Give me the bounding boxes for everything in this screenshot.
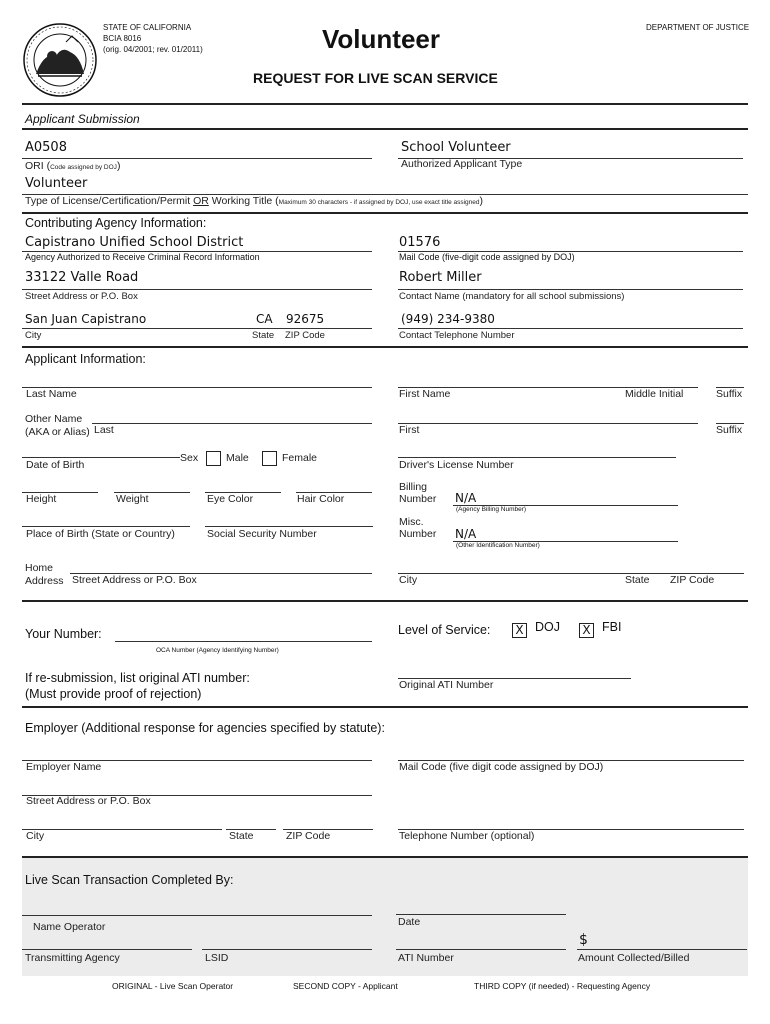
employer-heading: Employer (Additional response for agencies specified by statute): [25, 721, 385, 735]
sex-label: Sex [180, 452, 199, 464]
ssn-label: Social Security Number [207, 528, 317, 540]
employer-city-label: City [26, 830, 45, 842]
doj-label: DOJ [535, 620, 560, 634]
agency-name-label: Agency Authorized to Receive Criminal Record Information [25, 252, 260, 262]
aka-first-underline [398, 423, 698, 424]
form-revision: (orig. 04/2001; rev. 01/2011) [103, 45, 203, 54]
resubmission-label: If re-submission, list original ATI number: [25, 671, 250, 685]
applicant-type-field[interactable]: School Volunteer [401, 140, 511, 155]
date-underline [396, 914, 566, 915]
pob-label: Place of Birth (State or Country) [26, 528, 175, 540]
contact-phone-underline [398, 328, 743, 329]
home-zip-label: ZIP Code [670, 574, 715, 586]
your-number-label: Your Number: [25, 627, 102, 641]
aka-label: (AKA or Alias) [25, 426, 90, 438]
billing-note: (Agency Billing Number) [456, 506, 527, 513]
home-city-label: City [399, 574, 418, 586]
home-street-label: Street Address or P.O. Box [72, 574, 197, 586]
transmitting-agency-underline [22, 949, 192, 950]
ori-field[interactable]: A0508 [25, 140, 67, 155]
live-scan-divider [22, 856, 748, 858]
dob-label: Date of Birth [26, 459, 85, 471]
mail-code-label: Mail Code (five-digit code assigned by DOJ) [399, 252, 575, 262]
agency-state-field[interactable]: CA [256, 312, 273, 326]
dl-label: Driver's License Number [399, 459, 514, 471]
home-label: Home [25, 562, 54, 574]
resubmission-note: (Must provide proof of rejection) [25, 687, 202, 701]
agency-city-underline [22, 328, 372, 329]
agency-street-underline [22, 289, 372, 290]
ssn-underline [205, 526, 373, 527]
form-title: Volunteer [322, 24, 440, 54]
employer-name-label: Employer Name [26, 761, 102, 773]
level-of-service-label: Level of Service: [398, 623, 491, 637]
contact-name-underline [398, 289, 743, 290]
applicant-info-divider [22, 346, 748, 348]
male-checkbox[interactable] [206, 451, 221, 466]
first-name-label: First Name [399, 388, 451, 400]
applicant-info-heading: Applicant Information: [25, 352, 146, 366]
home-state-label: State [625, 574, 650, 586]
fbi-label: FBI [602, 620, 622, 634]
agency-city-label: City [25, 330, 42, 341]
your-number-underline [115, 641, 372, 642]
submission-divider [22, 128, 748, 130]
pob-underline [22, 526, 190, 527]
dl-underline [398, 457, 676, 458]
contributing-agency-heading: Contributing Agency Information: [25, 216, 207, 230]
other-name-label: Other Name [25, 413, 83, 425]
original-ati-label: Original ATI Number [399, 679, 494, 691]
weight-label: Weight [116, 493, 149, 505]
billing-number-label: Number [399, 493, 437, 505]
employer-street-label: Street Address or P.O. Box [26, 795, 151, 807]
contact-name-label: Contact Name (mandatory for all school submissions) [399, 291, 625, 302]
agency-state-label: State [252, 330, 275, 341]
state-seal [22, 22, 98, 98]
misc-number-field[interactable]: N/A [455, 527, 477, 541]
ati-number-label: ATI Number [398, 952, 454, 964]
agency-name-field[interactable]: Capistrano Unified School District [25, 235, 244, 250]
hair-color-label: Hair Color [297, 493, 345, 505]
agency-street-field[interactable]: 33122 Valle Road [25, 270, 139, 285]
date-label: Date [398, 916, 421, 928]
form-code: BCIA 8016 [103, 34, 142, 43]
footer-third: THIRD COPY (if needed) - Requesting Agency [474, 981, 651, 991]
fbi-checkbox[interactable]: X [579, 623, 594, 638]
misc-note: (Other Identification Number) [456, 542, 540, 549]
transmitting-agency-label: Transmitting Agency [25, 952, 120, 964]
home-address-label: Address [25, 575, 64, 587]
suffix-label: Suffix [716, 388, 743, 400]
working-title-field[interactable]: Volunteer [25, 176, 88, 191]
state-label: STATE OF CALIFORNIA [103, 23, 192, 32]
employer-phone-label: Telephone Number (optional) [399, 830, 535, 842]
dob-underline [22, 457, 180, 458]
billing-label: Billing [399, 481, 428, 493]
middle-initial-label: Middle Initial [625, 388, 684, 400]
department-label: DEPARTMENT OF JUSTICE [646, 23, 750, 32]
live-scan-heading: Live Scan Transaction Completed By: [25, 873, 234, 887]
dollar-sign: $ [579, 932, 588, 948]
ori-label: ORI (Code assigned by DOJ) [25, 160, 121, 172]
doj-checkbox[interactable]: X [512, 623, 527, 638]
working-title-label: Type of License/Certification/Permit OR Working Title (Maximum 30 characters - if assigned by DOJ, use exact title assigned) [25, 195, 484, 207]
operator-label: Name Operator [33, 921, 106, 933]
mail-code-field[interactable]: 01576 [399, 235, 441, 250]
amount-label: Amount Collected/Billed [578, 952, 690, 964]
eye-color-label: Eye Color [207, 493, 254, 505]
lsid-underline [202, 949, 372, 950]
agency-zip-label: ZIP Code [285, 330, 325, 341]
service-divider [22, 600, 748, 602]
contact-phone-field[interactable]: (949) 234-9380 [401, 312, 495, 326]
oca-note: OCA Number (Agency Identifying Number) [156, 647, 279, 654]
footer-second: SECOND COPY - Applicant [293, 981, 398, 991]
form-subtitle: REQUEST FOR LIVE SCAN SERVICE [253, 70, 498, 86]
header-divider [22, 103, 748, 105]
employer-city-underline [22, 829, 222, 830]
employer-state-label: State [229, 830, 254, 842]
male-label: Male [226, 452, 249, 464]
operator-underline [22, 915, 372, 916]
last-name-label: Last Name [26, 388, 77, 400]
ati-number-underline [396, 949, 566, 950]
female-checkbox[interactable] [262, 451, 277, 466]
applicant-submission-heading: Applicant Submission [25, 112, 140, 126]
aka-last-label: Last [94, 424, 114, 436]
misc-label: Misc. [399, 516, 424, 528]
employer-mail-code-label: Mail Code (five digit code assigned by DOJ) [399, 761, 604, 773]
ori-underline [22, 158, 372, 159]
agency-divider [22, 212, 748, 214]
lsid-label: LSID [205, 952, 229, 964]
applicant-type-label: Authorized Applicant Type [401, 158, 523, 170]
aka-suffix-label: Suffix [716, 424, 743, 436]
billing-number-field[interactable]: N/A [455, 491, 477, 505]
agency-zip-field[interactable]: 92675 [286, 312, 325, 326]
employer-zip-label: ZIP Code [286, 830, 331, 842]
female-label: Female [282, 452, 318, 464]
misc-number-label: Number [399, 528, 437, 540]
contact-phone-label: Contact Telephone Number [399, 330, 515, 341]
aka-last-underline [92, 423, 372, 424]
agency-city-field[interactable]: San Juan Capistrano [25, 312, 147, 326]
amount-underline [577, 949, 747, 950]
footer-original: ORIGINAL - Live Scan Operator [112, 981, 234, 991]
employer-divider [22, 706, 748, 708]
agency-street-label: Street Address or P.O. Box [25, 291, 138, 302]
height-label: Height [26, 493, 57, 505]
aka-first-label: First [399, 424, 420, 436]
contact-name-field[interactable]: Robert Miller [399, 270, 482, 285]
